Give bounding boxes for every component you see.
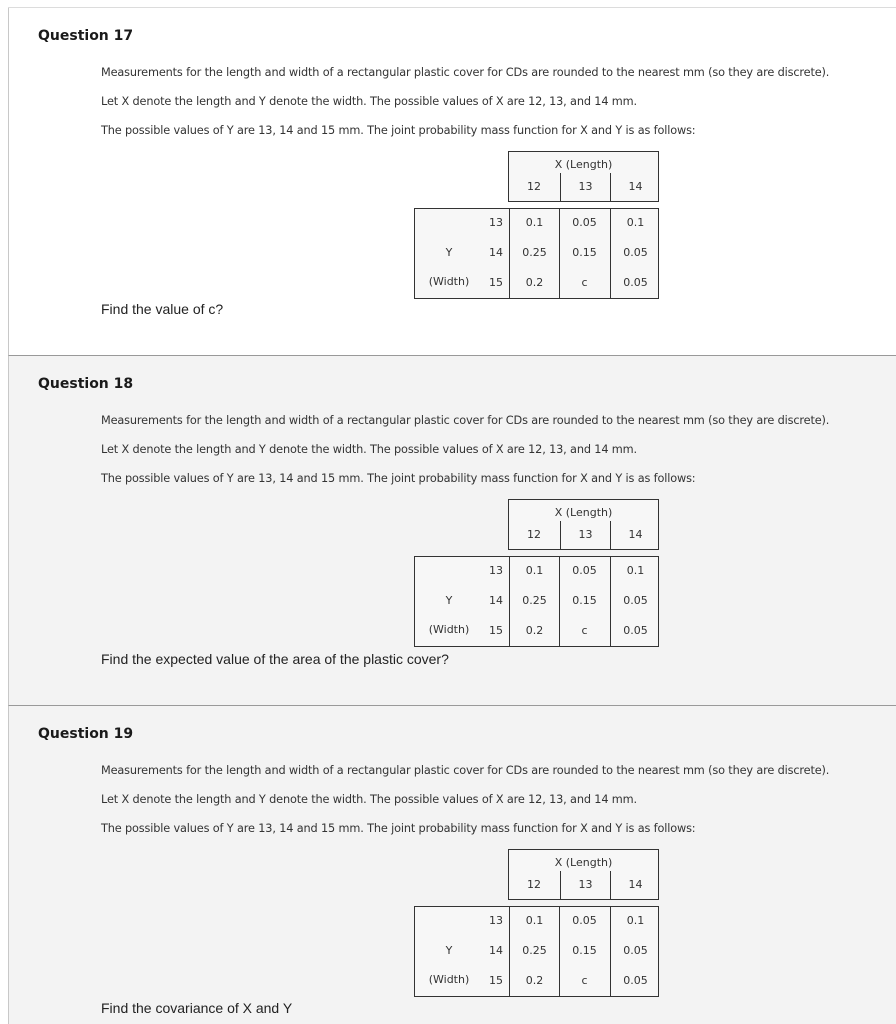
question-title: Question 17 [38,28,134,44]
pmf-cell: 0.2 [509,617,559,647]
pmf-table-header [508,499,659,550]
pmf-cell: c [559,617,609,647]
pmf-cell: 0.1 [610,209,660,239]
question-text-line-2: Let X denote the length and Y denote the width. The possible values of X are 12, 13, and 14 mm. [101,793,637,806]
pmf-cell: 0.25 [509,937,559,967]
pmf-cell: 0.05 [610,617,660,647]
x-value: 12 [527,180,541,193]
y-axis-label: Y [445,944,453,957]
pmf-cell: c [559,967,609,997]
pmf-cell: 0.1 [509,557,559,587]
pmf-cell: 0.15 [559,587,609,617]
y-axis-sublabel: (Width) [428,623,470,636]
question-title: Question 18 [38,376,134,392]
pmf-table-body [414,208,659,299]
y-axis-sublabel: (Width) [428,275,470,288]
y-value: 15 [489,624,503,637]
y-value: 13 [489,216,503,229]
x-axis-label: X (Length) [554,856,613,869]
pmf-cell: 0.05 [559,557,609,587]
pmf-cell: 0.05 [610,269,660,299]
pmf-cell: 0.2 [509,967,559,997]
question-text-line-1: Measurements for the length and width of a rectangular plastic cover for CDs are rounded to the nearest mm (so they are discrete). [101,764,830,777]
question-prompt: Find the value of c? [101,301,224,317]
pmf-cell: c [559,269,609,299]
pmf-cell: 0.1 [509,209,559,239]
pmf-cell: 0.05 [610,967,660,997]
question-18 [8,355,896,705]
x-value: 12 [527,878,541,891]
y-value: 14 [489,944,503,957]
pmf-cell: 0.1 [509,907,559,937]
x-value: 12 [527,528,541,541]
pmf-cell: 0.15 [559,239,609,269]
question-text-line-2: Let X denote the length and Y denote the width. The possible values of X are 12, 13, and 14 mm. [101,443,637,456]
y-value: 13 [489,564,503,577]
pmf-cell: 0.1 [610,907,660,937]
pmf-cell: 0.05 [559,209,609,239]
y-axis-label: Y [445,246,453,259]
question-text-line-3: The possible values of Y are 13, 14 and 15 mm. The joint probability mass function for X and Y is as follows: [101,124,696,137]
y-value: 14 [489,594,503,607]
pmf-table-header [508,849,659,900]
question-text-line-1: Measurements for the length and width of a rectangular plastic cover for CDs are rounded to the nearest mm (so they are discrete). [101,414,830,427]
y-value: 14 [489,246,503,259]
x-axis-label: X (Length) [554,158,613,171]
pmf-cell: 0.25 [509,587,559,617]
question-text-line-1: Measurements for the length and width of a rectangular plastic cover for CDs are rounded to the nearest mm (so they are discrete). [101,66,830,79]
question-text-line-2: Let X denote the length and Y denote the width. The possible values of X are 12, 13, and 14 mm. [101,95,637,108]
x-value: 13 [560,173,610,202]
pmf-cell: 0.25 [509,239,559,269]
pmf-cell: 0.05 [559,907,609,937]
question-19 [8,705,896,1024]
pmf-cell: 0.1 [610,557,660,587]
question-text-line-3: The possible values of Y are 13, 14 and 15 mm. The joint probability mass function for X and Y is as follows: [101,822,696,835]
y-axis-sublabel: (Width) [428,973,470,986]
y-axis-label: Y [445,594,453,607]
pmf-cell: 0.05 [610,937,660,967]
pmf-cell: 0.2 [509,269,559,299]
x-value: 14 [610,521,660,550]
pmf-table-header [508,151,659,202]
y-value: 15 [489,276,503,289]
question-17 [8,8,896,355]
question-prompt: Find the covariance of X and Y [101,1000,293,1016]
x-value: 14 [610,871,660,900]
pmf-cell: 0.15 [559,937,609,967]
x-value: 13 [560,521,610,550]
y-value: 15 [489,974,503,987]
x-value: 14 [610,173,660,202]
pmf-table-body [414,556,659,647]
question-text-line-3: The possible values of Y are 13, 14 and 15 mm. The joint probability mass function for X and Y is as follows: [101,472,696,485]
y-value: 13 [489,914,503,927]
x-axis-label: X (Length) [554,506,613,519]
pmf-table-body [414,906,659,997]
pmf-cell: 0.05 [610,239,660,269]
question-title: Question 19 [38,726,134,742]
pmf-cell: 0.05 [610,587,660,617]
question-prompt: Find the expected value of the area of the plastic cover? [101,651,449,667]
x-value: 13 [560,871,610,900]
